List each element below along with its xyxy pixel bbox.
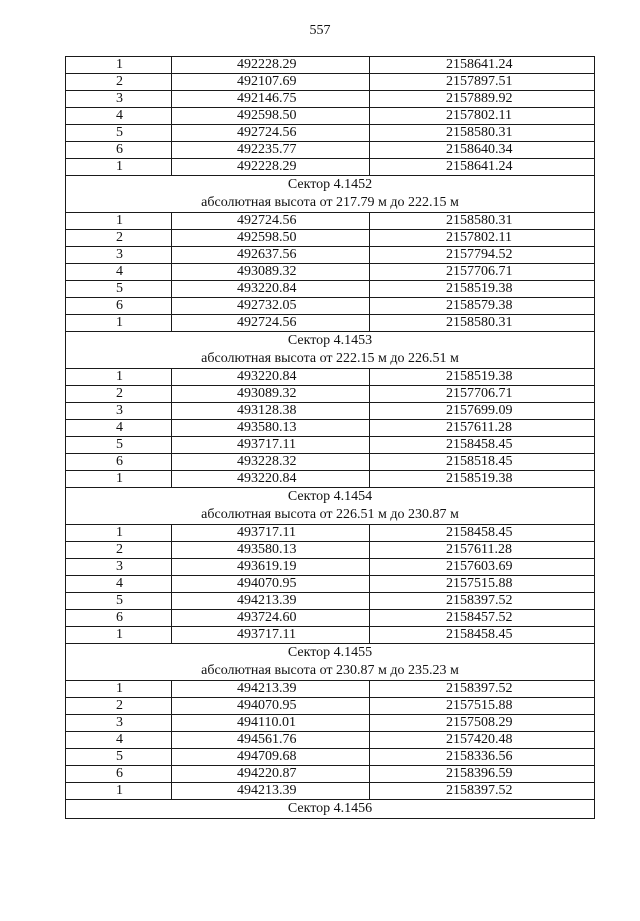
table-row: [66, 437, 595, 454]
sector-altitude-row: [66, 662, 595, 681]
y-coordinate-cell: 2157794.52: [370, 247, 595, 264]
point-number-cell: 6: [66, 610, 172, 627]
sector-altitude: абсолютная высота от 222.15 м до 226.51 м: [66, 350, 595, 369]
table-row: [66, 576, 595, 593]
y-coordinate-cell: 2158396.59: [370, 766, 595, 783]
x-coordinate-cell: 494213.39: [172, 593, 370, 610]
point-number-cell: 5: [66, 125, 172, 142]
y-coordinate-cell: 2157515.88: [370, 576, 595, 593]
table-row: [66, 542, 595, 559]
y-coordinate-cell: 2158458.45: [370, 525, 595, 542]
table-row: [66, 159, 595, 176]
x-coordinate-cell: 493128.38: [172, 403, 370, 420]
table-row: [66, 420, 595, 437]
y-coordinate-cell: 2158580.31: [370, 125, 595, 142]
y-coordinate-cell: 2158519.38: [370, 471, 595, 488]
x-coordinate-cell: 492228.29: [172, 159, 370, 176]
table-row: [66, 732, 595, 749]
point-number-cell: 5: [66, 281, 172, 298]
y-coordinate-cell: 2158336.56: [370, 749, 595, 766]
point-number-cell: 4: [66, 264, 172, 281]
y-coordinate-cell: 2158457.52: [370, 610, 595, 627]
sector-title: Сектор 4.1454: [66, 488, 595, 507]
point-number-cell: 5: [66, 749, 172, 766]
sector-altitude-row: [66, 350, 595, 369]
table-row: [66, 264, 595, 281]
y-coordinate-cell: 2157508.29: [370, 715, 595, 732]
sector-title-row: [66, 176, 595, 195]
x-coordinate-cell: 494213.39: [172, 783, 370, 800]
y-coordinate-cell: 2157420.48: [370, 732, 595, 749]
sector-altitude-row: [66, 194, 595, 213]
y-coordinate-cell: 2158580.31: [370, 213, 595, 230]
table-row: [66, 91, 595, 108]
sector-title: Сектор 4.1455: [66, 644, 595, 663]
table-row: [66, 471, 595, 488]
x-coordinate-cell: 493089.32: [172, 386, 370, 403]
x-coordinate-cell: 493619.19: [172, 559, 370, 576]
x-coordinate-cell: 492235.77: [172, 142, 370, 159]
table-row: [66, 247, 595, 264]
y-coordinate-cell: 2158397.52: [370, 783, 595, 800]
point-number-cell: 5: [66, 593, 172, 610]
table-row: [66, 593, 595, 610]
page-number: 557: [309, 23, 331, 38]
point-number-cell: 5: [66, 437, 172, 454]
point-number-cell: 1: [66, 783, 172, 800]
point-number-cell: 4: [66, 732, 172, 749]
y-coordinate-cell: 2158641.24: [370, 159, 595, 176]
table-row: [66, 230, 595, 247]
sector-title-row: [66, 800, 595, 819]
sector-title: Сектор 4.1456: [66, 800, 595, 819]
coordinates-table-body: [66, 57, 595, 819]
table-row: [66, 783, 595, 800]
point-number-cell: 1: [66, 471, 172, 488]
x-coordinate-cell: 493717.11: [172, 437, 370, 454]
x-coordinate-cell: 493724.60: [172, 610, 370, 627]
y-coordinate-cell: 2158518.45: [370, 454, 595, 471]
y-coordinate-cell: 2158458.45: [370, 627, 595, 644]
x-coordinate-cell: 492637.56: [172, 247, 370, 264]
sector-title-row: [66, 488, 595, 507]
table-row: [66, 610, 595, 627]
table-row: [66, 403, 595, 420]
point-number-cell: 6: [66, 142, 172, 159]
x-coordinate-cell: 493220.84: [172, 369, 370, 386]
table-row: [66, 108, 595, 125]
x-coordinate-cell: 492107.69: [172, 74, 370, 91]
point-number-cell: 4: [66, 420, 172, 437]
table-row: [66, 749, 595, 766]
y-coordinate-cell: 2158397.52: [370, 593, 595, 610]
x-coordinate-cell: 492724.56: [172, 125, 370, 142]
point-number-cell: 1: [66, 627, 172, 644]
point-number-cell: 1: [66, 369, 172, 386]
table-row: [66, 525, 595, 542]
table-row: [66, 57, 595, 74]
y-coordinate-cell: 2157611.28: [370, 542, 595, 559]
point-number-cell: 3: [66, 91, 172, 108]
sector-title: Сектор 4.1452: [66, 176, 595, 195]
point-number-cell: 2: [66, 74, 172, 91]
y-coordinate-cell: 2157706.71: [370, 386, 595, 403]
x-coordinate-cell: 494213.39: [172, 681, 370, 698]
y-coordinate-cell: 2157603.69: [370, 559, 595, 576]
point-number-cell: 6: [66, 766, 172, 783]
x-coordinate-cell: 494220.87: [172, 766, 370, 783]
y-coordinate-cell: 2158579.38: [370, 298, 595, 315]
y-coordinate-cell: 2157802.11: [370, 108, 595, 125]
table-row: [66, 715, 595, 732]
y-coordinate-cell: 2157802.11: [370, 230, 595, 247]
table-row: [66, 386, 595, 403]
sector-altitude: абсолютная высота от 217.79 м до 222.15 м: [66, 194, 595, 213]
sector-altitude: абсолютная высота от 226.51 м до 230.87 м: [66, 506, 595, 525]
y-coordinate-cell: 2157699.09: [370, 403, 595, 420]
point-number-cell: 4: [66, 108, 172, 125]
x-coordinate-cell: 493717.11: [172, 627, 370, 644]
y-coordinate-cell: 2158458.45: [370, 437, 595, 454]
point-number-cell: 6: [66, 454, 172, 471]
table-row: [66, 213, 595, 230]
x-coordinate-cell: 493220.84: [172, 281, 370, 298]
y-coordinate-cell: 2158519.38: [370, 369, 595, 386]
point-number-cell: 4: [66, 576, 172, 593]
table-row: [66, 298, 595, 315]
coordinates-table: [65, 56, 595, 819]
point-number-cell: 2: [66, 230, 172, 247]
y-coordinate-cell: 2158519.38: [370, 281, 595, 298]
point-number-cell: 1: [66, 681, 172, 698]
x-coordinate-cell: 493717.11: [172, 525, 370, 542]
table-row: [66, 559, 595, 576]
x-coordinate-cell: 492228.29: [172, 57, 370, 74]
y-coordinate-cell: 2158640.34: [370, 142, 595, 159]
point-number-cell: 3: [66, 403, 172, 420]
x-coordinate-cell: 493089.32: [172, 264, 370, 281]
x-coordinate-cell: 492146.75: [172, 91, 370, 108]
point-number-cell: 1: [66, 315, 172, 332]
x-coordinate-cell: 494709.68: [172, 749, 370, 766]
table-row: [66, 766, 595, 783]
table-row: [66, 454, 595, 471]
point-number-cell: 6: [66, 298, 172, 315]
x-coordinate-cell: 492598.50: [172, 230, 370, 247]
x-coordinate-cell: 494070.95: [172, 698, 370, 715]
x-coordinate-cell: 492724.56: [172, 315, 370, 332]
y-coordinate-cell: 2158580.31: [370, 315, 595, 332]
x-coordinate-cell: 493220.84: [172, 471, 370, 488]
x-coordinate-cell: 493580.13: [172, 420, 370, 437]
table-row: [66, 315, 595, 332]
y-coordinate-cell: 2157611.28: [370, 420, 595, 437]
point-number-cell: 3: [66, 559, 172, 576]
table-row: [66, 627, 595, 644]
x-coordinate-cell: 493580.13: [172, 542, 370, 559]
x-coordinate-cell: 493228.32: [172, 454, 370, 471]
point-number-cell: 1: [66, 525, 172, 542]
point-number-cell: 3: [66, 715, 172, 732]
sector-altitude-row: [66, 506, 595, 525]
point-number-cell: 2: [66, 698, 172, 715]
x-coordinate-cell: 492724.56: [172, 213, 370, 230]
y-coordinate-cell: 2157889.92: [370, 91, 595, 108]
y-coordinate-cell: 2158641.24: [370, 57, 595, 74]
x-coordinate-cell: 494070.95: [172, 576, 370, 593]
y-coordinate-cell: 2157515.88: [370, 698, 595, 715]
x-coordinate-cell: 494110.01: [172, 715, 370, 732]
table-row: [66, 681, 595, 698]
x-coordinate-cell: 492598.50: [172, 108, 370, 125]
y-coordinate-cell: 2157706.71: [370, 264, 595, 281]
table-row: [66, 369, 595, 386]
sector-title-row: [66, 644, 595, 663]
x-coordinate-cell: 492732.05: [172, 298, 370, 315]
table-row: [66, 142, 595, 159]
sector-title: Сектор 4.1453: [66, 332, 595, 351]
table-row: [66, 125, 595, 142]
y-coordinate-cell: 2157897.51: [370, 74, 595, 91]
point-number-cell: 2: [66, 386, 172, 403]
x-coordinate-cell: 494561.76: [172, 732, 370, 749]
y-coordinate-cell: 2158397.52: [370, 681, 595, 698]
sector-title-row: [66, 332, 595, 351]
table-row: [66, 698, 595, 715]
point-number-cell: 1: [66, 159, 172, 176]
sector-altitude: абсолютная высота от 230.87 м до 235.23 м: [66, 662, 595, 681]
table-row: [66, 74, 595, 91]
point-number-cell: 1: [66, 213, 172, 230]
point-number-cell: 3: [66, 247, 172, 264]
table-row: [66, 281, 595, 298]
point-number-cell: 2: [66, 542, 172, 559]
point-number-cell: 1: [66, 57, 172, 74]
